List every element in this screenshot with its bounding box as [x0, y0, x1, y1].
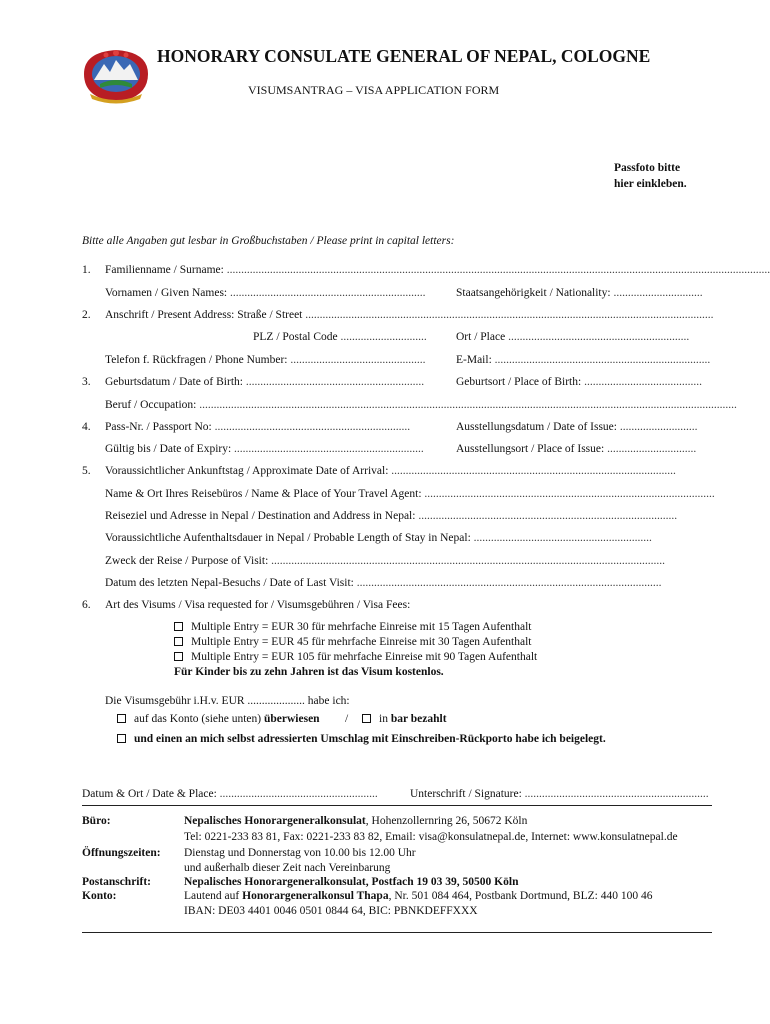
- hours-label: Öffnungszeiten:: [82, 847, 161, 859]
- section-number-3: 3.: [82, 376, 91, 388]
- date-place-label: Datum & Ort / Date & Place:: [82, 788, 220, 800]
- purpose-field[interactable]: [105, 555, 665, 567]
- checkbox[interactable]: [117, 714, 126, 723]
- given-names-field[interactable]: [105, 287, 425, 299]
- signature-dots: ................................................................: [524, 788, 709, 800]
- arrival-label: Voraussichtlicher Ankunftstag / Approximate Date of Arrival:: [105, 465, 392, 477]
- payment-transfer-option[interactable]: [117, 713, 320, 725]
- expiry-label: Gültig bis / Date of Expiry:: [105, 443, 235, 455]
- place-dots: ...............................................................: [508, 331, 690, 343]
- instruction-text: Bitte alle Angaben gut lesbar in Großbuchstaben / Please print in capital letters:: [82, 235, 455, 247]
- destination-field[interactable]: [105, 510, 677, 522]
- photo-note-line1: Passfoto bitte: [614, 162, 681, 174]
- surname-label: Familienname / Surname:: [105, 264, 227, 276]
- payment-separator: /: [345, 713, 349, 725]
- dob-field[interactable]: [105, 376, 424, 388]
- payment-cash-option[interactable]: [362, 713, 447, 725]
- nationality-field[interactable]: [456, 287, 703, 299]
- signature-field[interactable]: [410, 788, 709, 800]
- issue-place-dots: ...............................: [607, 443, 697, 455]
- passport-label: Pass-Nr. / Passport No:: [105, 421, 215, 433]
- section-number-5: 5.: [82, 465, 91, 477]
- place-label: Ort / Place: [456, 331, 509, 343]
- dob-label: Geburtsdatum / Date of Birth:: [105, 376, 246, 388]
- checkbox[interactable]: [174, 637, 183, 646]
- divider: [82, 805, 712, 806]
- divider: [82, 932, 712, 933]
- email-dots: ...........................................................................: [494, 354, 711, 366]
- account-holder: Honorargeneralkonsul Thapa: [242, 890, 389, 902]
- purpose-dots: .........................................................................................................................................: [271, 555, 666, 567]
- expiry-field[interactable]: [105, 443, 424, 455]
- destination-dots: ..........................................................................................: [418, 510, 678, 522]
- section-number-1: 1.: [82, 264, 91, 276]
- account-label: Konto:: [82, 890, 117, 902]
- stay-length-dots: ..............................................................: [473, 532, 652, 544]
- pob-dots: .........................................: [584, 376, 702, 388]
- arrival-dots: ...................................................................................................: [391, 465, 676, 477]
- stay-length-field[interactable]: [105, 532, 652, 544]
- visa-option-90-days[interactable]: [174, 651, 537, 663]
- nationality-dots: ...............................: [613, 287, 703, 299]
- transfer-label-bold: überwiesen: [263, 713, 320, 725]
- email-label: E-Mail:: [456, 354, 495, 366]
- stay-length-label: Voraussichtliche Aufenthaltsdauer in Nepal / Probable Length of Stay in Nepal:: [105, 532, 474, 544]
- occupation-dots: ...........................................................................................................................................................................................: [199, 399, 737, 411]
- office-label: Büro:: [82, 815, 111, 827]
- issue-date-field[interactable]: [456, 421, 697, 433]
- occupation-label: Beruf / Occupation:: [105, 399, 200, 411]
- office-street: , Hohenzollernring 26, 50672 Köln: [365, 815, 528, 827]
- visa-type-label: Art des Visums / Visa requested for: [105, 599, 269, 611]
- section-number-6: 6.: [82, 599, 91, 611]
- envelope-option[interactable]: [117, 733, 606, 745]
- issue-place-field[interactable]: [456, 443, 696, 455]
- email-field[interactable]: [456, 354, 710, 366]
- travel-agent-dots: .....................................................................................................: [424, 488, 715, 500]
- phone-field[interactable]: [105, 354, 426, 366]
- postal-code-label: PLZ / Postal Code: [253, 331, 341, 343]
- cash-label-bold: bar bezahlt: [390, 713, 447, 725]
- visa-fee-label: / Visumsgebühren / Visa Fees:: [268, 599, 411, 611]
- checkbox[interactable]: [362, 714, 371, 723]
- postal-code-dots: ..............................: [340, 331, 427, 343]
- checkbox[interactable]: [174, 622, 183, 631]
- street-label: Anschrift / Present Address: Straße / Street: [105, 309, 306, 321]
- page-title: HONORARY CONSULATE GENERAL OF NEPAL, COLOGNE: [157, 46, 651, 66]
- postal-code-field[interactable]: [253, 331, 427, 343]
- nepal-emblem-icon: [78, 44, 154, 106]
- children-note: Für Kinder bis zu zehn Jahren ist das Visum kostenlos.: [174, 666, 444, 678]
- travel-agent-label: Name & Ort Ihres Reisebüros / Name & Place of Your Travel Agent:: [105, 488, 425, 500]
- fee-line: Die Visumsgebühr i.H.v. EUR .................... habe ich:: [105, 695, 350, 707]
- visa-option-label: Multiple Entry = EUR 105 für mehrfache Einreise mit 90 Tagen Aufenthalt: [191, 651, 538, 663]
- given-names-dots: ....................................................................: [229, 287, 426, 299]
- nationality-label: Staatsangehörigkeit / Nationality:: [456, 287, 614, 299]
- destination-label: Reiseziel und Adresse in Nepal / Destination and Address in Nepal:: [105, 510, 419, 522]
- passport-field[interactable]: [105, 421, 410, 433]
- photo-note-line2: hier einkleben.: [614, 178, 687, 190]
- expiry-dots: ..................................................................: [234, 443, 424, 455]
- checkbox[interactable]: [174, 652, 183, 661]
- hours-line2: und außerhalb dieser Zeit nach Vereinbarung: [184, 862, 391, 874]
- date-place-dots: .......................................................: [219, 788, 378, 800]
- account-prefix: Lautend auf: [184, 890, 243, 902]
- occupation-field[interactable]: [105, 399, 737, 411]
- pob-field[interactable]: [456, 376, 702, 388]
- visa-option-label: Multiple Entry = EUR 45 für mehrfache Einreise mit 30 Tagen Aufenthalt: [191, 636, 532, 648]
- visa-type-heading: [105, 599, 410, 611]
- account-number: , Nr. 501 084 464, Postbank Dortmund, BLZ: 440 100 46: [388, 890, 653, 902]
- section-number-2: 2.: [82, 309, 91, 321]
- purpose-label: Zweck der Reise / Purpose of Visit:: [105, 555, 272, 567]
- form-subtitle: VISUMSANTRAG – VISA APPLICATION FORM: [248, 83, 500, 97]
- place-field[interactable]: [456, 331, 689, 343]
- last-visit-dots: ..........................................................................................................: [356, 577, 662, 589]
- cash-label: in: [379, 713, 391, 725]
- street-dots: ..............................................................................................................................................: [305, 309, 714, 321]
- travel-agent-field[interactable]: [105, 488, 715, 500]
- issue-place-label: Ausstellungsort / Place of Issue:: [456, 443, 608, 455]
- postal-label: Postanschrift:: [82, 876, 151, 888]
- date-place-field[interactable]: [82, 788, 378, 800]
- pob-label: Geburtsort / Place of Birth:: [456, 376, 585, 388]
- given-names-label: Vornamen / Given Names:: [105, 287, 230, 299]
- section-number-4: 4.: [82, 421, 91, 433]
- visa-option-15-days[interactable]: [174, 621, 531, 633]
- iban-line: IBAN: DE03 4401 0046 0501 0844 64, BIC: PBNKDEFFXXX: [184, 905, 478, 917]
- phone-dots: ...............................................: [290, 354, 426, 366]
- arrival-field[interactable]: [105, 465, 676, 477]
- signature-label: Unterschrift / Signature:: [410, 788, 525, 800]
- envelope-label: und einen an mich selbst adressierten Umschlag mit Einschreiben-Rückporto habe ich beigelegt.: [134, 733, 606, 745]
- hours-line1: Dienstag und Donnerstag von 10.00 bis 12.00 Uhr: [184, 847, 416, 859]
- office-contact: Tel: 0221-233 83 81, Fax: 0221-233 83 82, Email: visa@konsulatnepal.de, Internet: www.konsulatnepal.de: [184, 831, 678, 843]
- postal-address: Nepalisches Honorargeneralkonsulat, Postfach 19 03 39, 50500 Köln: [184, 876, 519, 888]
- surname-field[interactable]: [105, 264, 770, 276]
- visa-option-30-days[interactable]: [174, 636, 531, 648]
- issue-date-dots: ...........................: [619, 421, 698, 433]
- passport-dots: ....................................................................: [214, 421, 411, 433]
- visa-option-label: Multiple Entry = EUR 30 für mehrfache Einreise mit 15 Tagen Aufenthalt: [191, 621, 532, 633]
- surname-dots: .............................................................................................................................................................................................: [226, 264, 770, 276]
- last-visit-label: Datum des letzten Nepal-Besuchs / Date of Last Visit:: [105, 577, 357, 589]
- street-field[interactable]: [105, 309, 714, 321]
- checkbox[interactable]: [117, 734, 126, 743]
- phone-label: Telefon f. Rückfragen / Phone Number:: [105, 354, 291, 366]
- transfer-label: auf das Konto (siehe unten): [134, 713, 264, 725]
- issue-date-label: Ausstellungsdatum / Date of Issue:: [456, 421, 620, 433]
- dob-dots: ..............................................................: [245, 376, 425, 388]
- office-address: [184, 815, 527, 827]
- office-name: Nepalisches Honorargeneralkonsulat: [184, 815, 366, 827]
- account-details: [184, 890, 652, 902]
- last-visit-field[interactable]: [105, 577, 661, 589]
